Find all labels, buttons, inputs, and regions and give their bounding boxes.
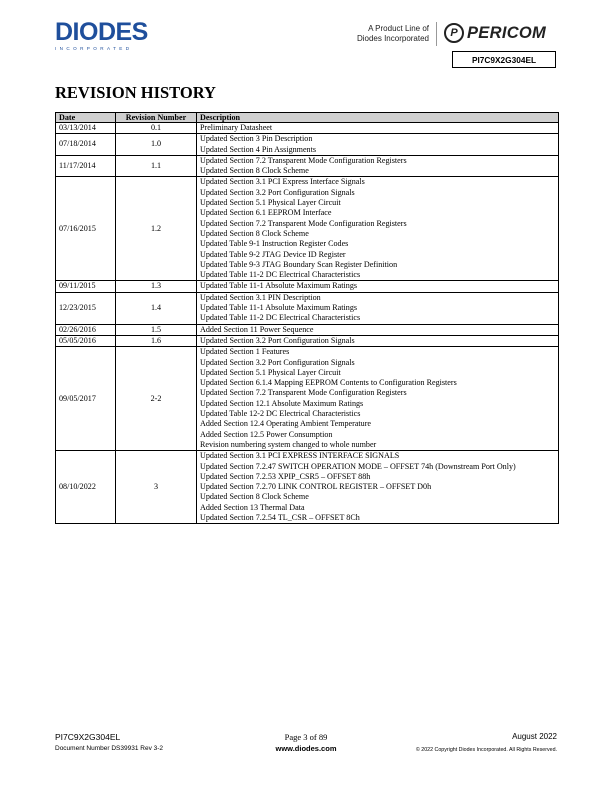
row-date: 09/11/2015 — [56, 281, 116, 292]
product-line-note — [340, 24, 429, 44]
row-description — [197, 324, 559, 335]
description-line: Updated Section 6.1 EEPROM Interface — [200, 208, 332, 218]
description-line: Updated Section 7.2.54 TL_CSR – OFFSET 8Ch — [200, 512, 360, 522]
table-row — [56, 451, 559, 524]
row-revision-number: 2-2 — [116, 347, 197, 451]
revision-history-table — [55, 112, 559, 524]
row-revision-number: 1.4 — [116, 292, 197, 324]
part-number-box: PI7C9X2G304EL — [452, 51, 556, 68]
footer-page-number: Page 3 of 89 — [284, 732, 328, 742]
row-description — [197, 347, 559, 451]
description-line: Updated Section 5.1 Physical Layer Circuit — [200, 367, 341, 377]
row-date: 12/23/2015 — [56, 292, 116, 324]
description-line: Updated Section 3.1 PCI EXPRESS INTERFACE SIGNALS — [200, 451, 400, 461]
header-divider — [436, 22, 437, 46]
row-revision-number: 1.3 — [116, 281, 197, 292]
diodes-logo-subtext: INCORPORATED — [55, 46, 133, 51]
table-row — [56, 292, 559, 324]
row-description — [197, 451, 559, 524]
footer-part-number: PI7C9X2G304EL — [55, 732, 121, 742]
description-line: Updated Section 8 Clock Scheme — [200, 166, 309, 176]
pericom-logo — [444, 23, 546, 43]
row-description — [197, 292, 559, 324]
description-line: Revision numbering system changed to whole number — [200, 439, 377, 449]
description-line: Updated Section 8 Clock Scheme — [200, 228, 309, 238]
row-revision-number: 1.5 — [116, 324, 197, 335]
row-date: 07/18/2014 — [56, 134, 116, 156]
diodes-logo — [55, 20, 165, 54]
row-date: 11/17/2014 — [56, 155, 116, 177]
page-title: REVISION HISTORY — [55, 83, 216, 102]
description-line: Updated Table 9-3 JTAG Boundary Scan Register Definition — [200, 259, 398, 269]
table-row — [56, 177, 559, 281]
header-description: Description — [197, 113, 559, 123]
description-line: Added Section 12.4 Operating Ambient Temperature — [200, 419, 372, 429]
description-line: Updated Section 7.2 Transparent Mode Configuration Registers — [200, 388, 407, 398]
description-line: Updated Section 3.2 Port Configuration Signals — [200, 357, 355, 367]
row-revision-number: 1.1 — [116, 155, 197, 177]
table-row — [56, 134, 559, 156]
footer-website-link[interactable]: www.diodes.com — [275, 744, 337, 753]
table-row — [56, 281, 559, 292]
description-line: Updated Table 11-1 Absolute Maximum Ratings — [200, 303, 358, 313]
row-description — [197, 123, 559, 134]
row-revision-number: 1.6 — [116, 335, 197, 346]
description-line: Updated Section 7.2.47 SWITCH OPERATION MODE – OFFSET 74h (Downstream Port Only) — [200, 461, 516, 471]
row-description — [197, 155, 559, 177]
row-date: 02/26/2016 — [56, 324, 116, 335]
row-description — [197, 177, 559, 281]
table-header-row — [56, 113, 559, 123]
row-revision-number: 1.0 — [116, 134, 197, 156]
footer-copyright: © 2022 Copyright Diodes Incorporated. All Rights Reserved. — [415, 747, 557, 753]
header-revision-number: Revision Number — [116, 113, 197, 123]
description-line: Updated Section 3.1 PCI Express Interface Signals — [200, 177, 365, 187]
row-date: 03/13/2014 — [56, 123, 116, 134]
description-line: Added Section 13 Thermal Data — [200, 502, 305, 512]
row-revision-number: 0.1 — [116, 123, 197, 134]
description-line: Updated Section 12.1 Absolute Maximum Ratings — [200, 398, 364, 408]
product-line-text-2: Diodes Incorporated — [356, 34, 429, 43]
description-line: Updated Section 5.1 Physical Layer Circuit — [200, 198, 341, 208]
table-body — [56, 123, 559, 524]
pericom-mark-icon: P — [444, 23, 464, 43]
description-line: Added Section 11 Power Sequence — [200, 324, 314, 334]
description-line: Updated Section 3.2 Port Configuration Signals — [200, 187, 355, 197]
description-line: Updated Table 11-2 DC Electrical Characteristics — [200, 313, 361, 323]
description-line: Updated Table 9-1 Instruction Register Codes — [200, 239, 349, 249]
description-line: Updated Section 7.2 Transparent Mode Configuration Registers — [200, 218, 407, 228]
row-description — [197, 134, 559, 156]
row-date: 09/05/2017 — [56, 347, 116, 451]
row-revision-number: 3 — [116, 451, 197, 524]
table-row — [56, 324, 559, 335]
description-line: Updated Section 7.2.70 LINK CONTROL REGISTER – OFFSET D0h — [200, 482, 432, 492]
description-line: Updated Section 6.1.4 Mapping EEPROM Contents to Configuration Registers — [200, 378, 457, 388]
table-row — [56, 335, 559, 346]
description-line: Added Section 12.5 Power Consumption — [200, 429, 333, 439]
row-revision-number: 1.2 — [116, 177, 197, 281]
description-line: Updated Section 3.1 PIN Description — [200, 292, 321, 302]
description-line: Updated Section 1 Features — [200, 347, 290, 357]
diodes-logo-text: DIODES — [55, 18, 148, 46]
product-line-text-1: A Product Line of — [368, 24, 429, 33]
description-line: Updated Table 12-2 DC Electrical Characteristics — [200, 409, 361, 419]
description-line: Updated Section 7.2 Transparent Mode Configuration Registers — [200, 155, 407, 165]
table-row — [56, 347, 559, 451]
row-date: 08/10/2022 — [56, 451, 116, 524]
pericom-logo-text: PERICOM — [467, 23, 547, 42]
footer-document-number: Document Number DS39931 Rev 3-2 — [55, 745, 164, 752]
row-description — [197, 335, 559, 346]
table-row — [56, 155, 559, 177]
footer-date: August 2022 — [512, 732, 557, 741]
description-line: Updated Section 7.2.53 XPIP_CSR5 – OFFSET 88h — [200, 471, 371, 481]
description-line: Preliminary Datasheet — [200, 123, 273, 132]
description-line: Updated Section 8 Clock Scheme — [200, 492, 309, 502]
row-date: 05/05/2016 — [56, 335, 116, 346]
description-line: Updated Section 4 Pin Assignments — [200, 144, 317, 154]
description-line: Updated Section 3 Pin Description — [200, 134, 313, 144]
row-description — [197, 281, 559, 292]
description-line: Updated Table 9-2 JTAG Device ID Register — [200, 249, 346, 259]
description-line: Updated Section 3.2 Port Configuration Signals — [200, 335, 355, 345]
header-date: Date — [56, 113, 116, 123]
description-line: Updated Table 11-2 DC Electrical Characteristics — [200, 270, 361, 280]
description-line: Updated Table 11-1 Absolute Maximum Ratings — [200, 281, 358, 291]
table-row — [56, 123, 559, 134]
row-date: 07/16/2015 — [56, 177, 116, 281]
